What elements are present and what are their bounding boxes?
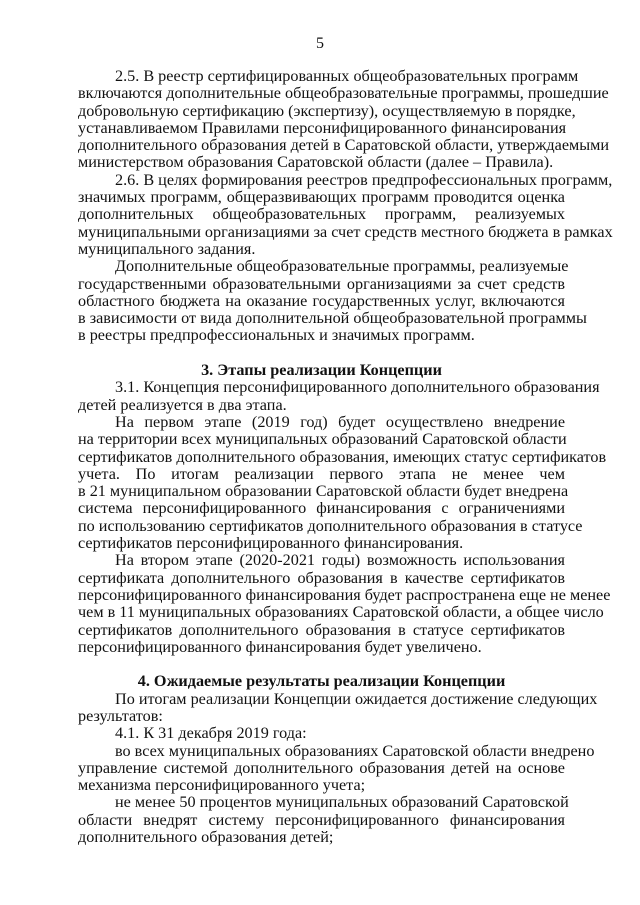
- paragraph: [78, 793, 569, 847]
- text-line: устанавливаемом Правилами персонифицированного финансирования: [78, 118, 567, 137]
- paragraph: [78, 689, 598, 726]
- text-line: Дополнительные общеобразовательные программы, реализуемые: [115, 257, 569, 276]
- text-line: областного бюджета на оказание государственных услуг, включаются: [78, 291, 565, 310]
- text-line: в зависимости от вида дополнительной общеобразовательной программы: [78, 309, 587, 328]
- text-line: в реестры предпрофессиональных и значимых программ.: [78, 326, 475, 345]
- text-line: персонифицированного финансирования будет увеличено.: [78, 637, 482, 656]
- section-heading: 4. Ожидаемые результаты реализации Концепции: [137, 672, 506, 691]
- paragraph: [78, 551, 611, 656]
- document-body: [78, 67, 613, 847]
- text-line: муниципального задания.: [78, 239, 256, 258]
- text-line: сертификатов персонифицированного финансирования.: [78, 534, 464, 553]
- paragraph: [78, 170, 613, 258]
- text-line: по использованию сертификатов дополнительного образования в статусе: [78, 516, 583, 535]
- text-line: муниципальными организациями за счет средств местного бюджета в рамках: [78, 222, 613, 241]
- text-line: 2.5. В реестр сертифицированных общеобразовательных программ: [115, 67, 579, 85]
- paragraph: [78, 257, 587, 345]
- text-line: механизма персонифицированного учета;: [78, 776, 366, 795]
- text-line: 4.1. К 31 декабря 2019 года:: [115, 724, 307, 743]
- text-line: сертификатов дополнительного образования, имеющих статус сертификатов: [78, 447, 607, 466]
- text-line: государственными образовательными организациями за счет средств: [78, 274, 565, 293]
- text-line: дополнительного образования детей;: [78, 828, 334, 847]
- text-line: дополнительных общеобразовательных программ, реализуемых: [78, 205, 565, 224]
- paragraph: [78, 67, 610, 172]
- text-line: По итогам реализации Концепции ожидается достижение следующих: [115, 689, 598, 708]
- paragraph: [78, 725, 565, 742]
- paragraph: [78, 741, 595, 795]
- paragraph: [78, 412, 607, 553]
- text-line: результатов:: [78, 706, 163, 725]
- text-line: не менее 50 процентов муниципальных образований Саратовской: [115, 793, 569, 812]
- blank-line: [78, 656, 565, 673]
- text-line: добровольную сертификацию (экспертизу), осуществляемую в порядке,: [78, 101, 576, 120]
- text-line: во всех муниципальных образованиях Саратовской области внедрено: [115, 741, 595, 760]
- text-line: министерством образования Саратовской области (далее – Правила).: [78, 153, 554, 172]
- text-line: области внедрят систему персонифицированного финансирования: [78, 810, 565, 829]
- text-line: значимых программ, общеразвивающих программ проводится оценка: [78, 188, 565, 207]
- text-line: управление системой дополнительного образования детей на основе: [78, 758, 565, 777]
- paragraph: [78, 378, 600, 414]
- text-line: сертификата дополнительного образования в качестве сертификатов: [78, 568, 565, 587]
- text-line: На втором этапе (2020-2021 годы) возможность использования: [115, 551, 565, 570]
- text-line: включаются дополнительные общеобразовательные программы, прошедшие: [78, 84, 609, 103]
- text-line: На первом этапе (2019 год) будет осуществлено внедрение: [115, 412, 565, 431]
- text-line: персонифицированного финансирования будет распространена еще не менее: [78, 585, 611, 604]
- text-line: детей реализуется в два этапа.: [78, 395, 287, 414]
- section-heading: 3. Этапы реализации Концепции: [201, 361, 442, 380]
- text-line: 3.1. Концепция персонифицированного дополнительного образования: [115, 378, 600, 397]
- text-line: в 21 муниципальном образовании Саратовской области будет внедрена: [78, 482, 569, 501]
- text-line: учета. По итогам реализации первого этапа не менее чем: [78, 464, 565, 483]
- blank-line: [78, 345, 565, 362]
- text-line: дополнительного образования детей в Саратовской области, утверждаемыми: [78, 136, 610, 155]
- text-line: на территории всех муниципальных образований Саратовской области: [78, 430, 567, 449]
- text-line: 2.6. В целях формирования реестров предпрофессиональных программ,: [115, 170, 613, 189]
- text-line: чем в 11 муниципальных образованиях Саратовской области, а общее число: [78, 603, 604, 622]
- text-line: система персонифицированного финансирования с ограничениями: [78, 499, 565, 518]
- text-line: сертификатов дополнительного образования в статусе сертификатов: [78, 620, 565, 639]
- page-number: 5: [316, 35, 324, 52]
